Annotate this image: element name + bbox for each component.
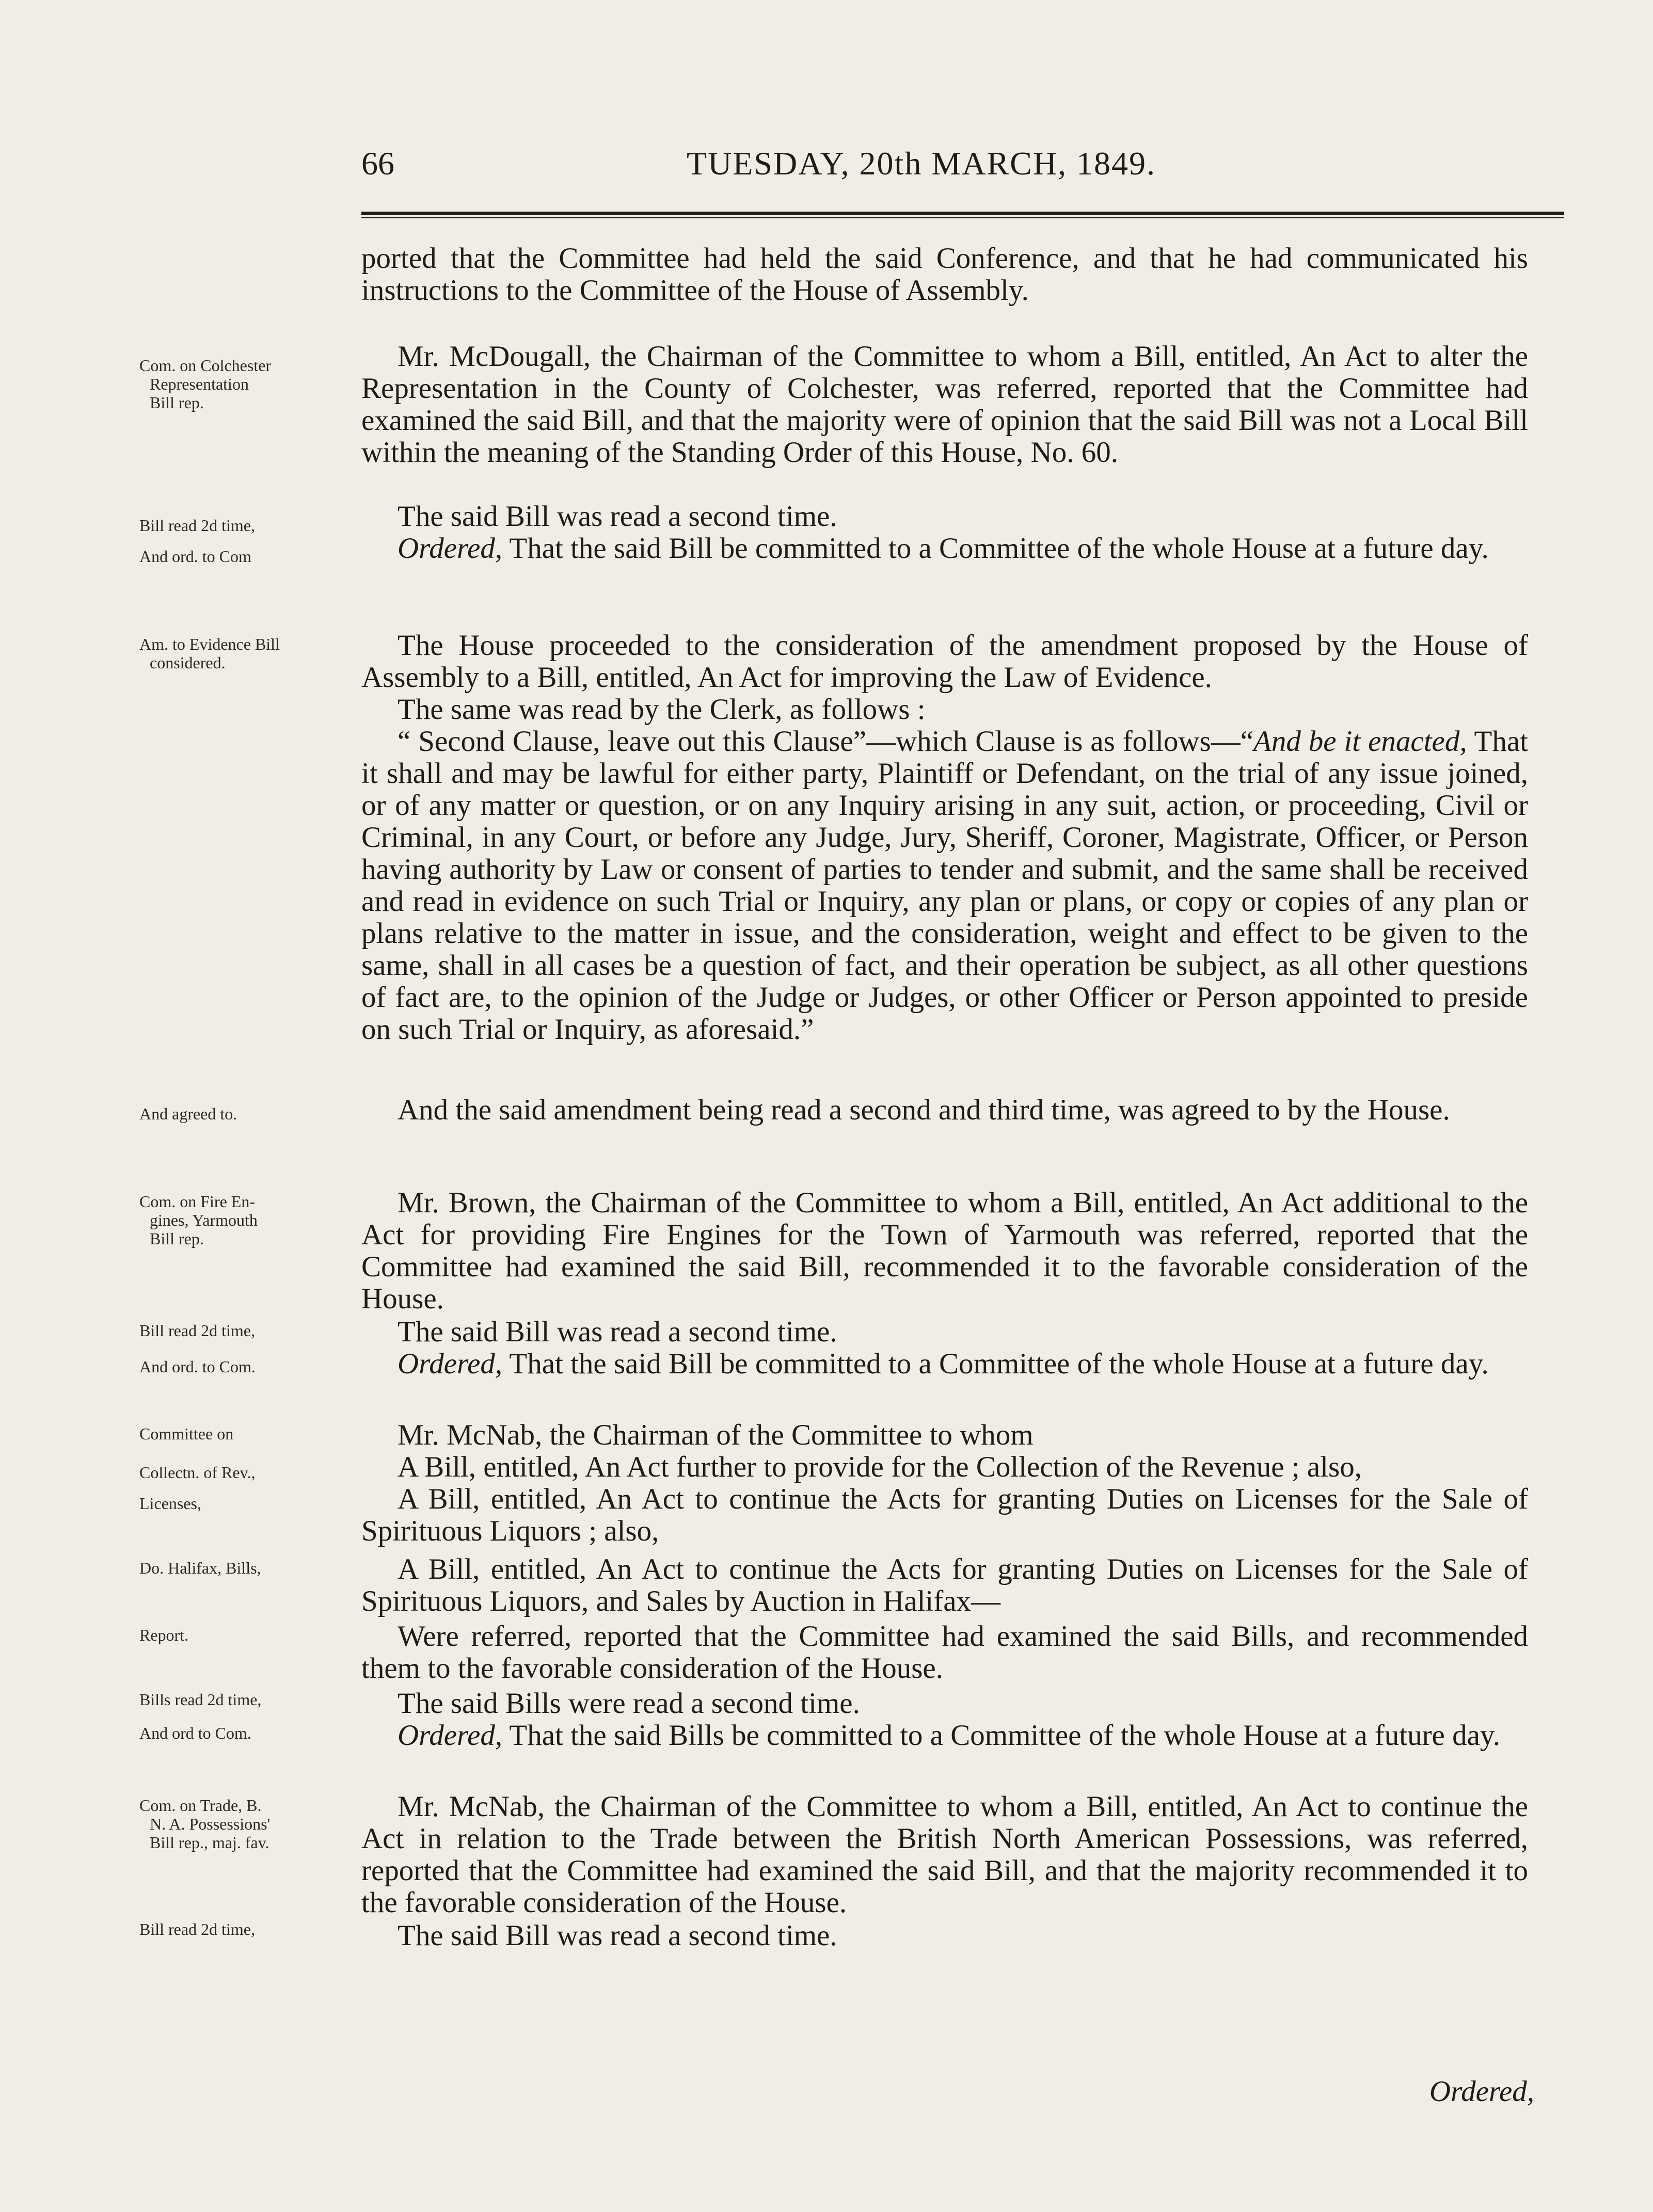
margin-note: Bill read 2d time,: [139, 1321, 255, 1340]
margin-note: And ord. to Com.: [139, 1357, 256, 1376]
paragraph: A Bill, entitled, An Act to continue the Acts for granting Duties on Licenses for the Sale of Spirituous Liquors ; also,: [361, 1483, 1528, 1547]
paragraph: The said Bills were read a second time.: [398, 1687, 860, 1720]
paragraph: Mr. McNab, the Chairman of the Committee to whom a Bill, entitled, An Act to continue the Act in relation to the Trade between the British North American Possessions, was referred, reported that the Committee had examined the said Bill, and that the majority recommended it to the favorable consideration of the House.: [361, 1790, 1528, 1919]
paragraph: The said Bill was read a second time.: [398, 500, 837, 533]
paragraph: Mr. McNab, the Chairman of the Committee to whom: [398, 1419, 1034, 1451]
margin-note: And ord to Com.: [139, 1724, 251, 1742]
paragraph: And the said amendment being read a second and third time, was agreed to by the House.: [398, 1094, 1450, 1126]
margin-note: Am. to Evidence Bill considered.: [139, 635, 280, 672]
header-rule: [361, 212, 1564, 218]
paragraph: Were referred, reported that the Committee had examined the said Bills, and recommended them to the favorable consideration of the House.: [361, 1620, 1528, 1685]
margin-note: Com. on Fire En- gines, Yarmouth Bill rep.: [139, 1192, 258, 1248]
paragraph: The House proceeded to the consideration of the amendment proposed by the House of Assembly to a Bill, entitled, An Act for improving the Law of Evidence.: [361, 629, 1528, 694]
margin-note: Committee on: [139, 1424, 234, 1443]
paragraph: The said Bill was read a second time.: [398, 1316, 837, 1348]
paragraph: Ordered, That the said Bill be committed to a Committee of the whole House at a future day.: [398, 1348, 1489, 1380]
page-number: 66: [361, 145, 394, 182]
paragraph: The same was read by the Clerk, as follows :: [398, 693, 926, 726]
paragraph: Ordered, That the said Bill be committed to a Committee of the whole House at a future day.: [398, 532, 1489, 565]
margin-note: And agreed to.: [139, 1104, 237, 1123]
margin-note: Collectn. of Rev.,: [139, 1463, 256, 1482]
paragraph: Mr. Brown, the Chairman of the Committee to whom a Bill, entitled, An Act additional to the Act for providing Fire Engines for the Town of Yarmouth was referred, reported that the Committee had examined the said Bill, recommended it to the favorable consideration of the House.: [361, 1187, 1528, 1315]
catchword: Ordered,: [1429, 2075, 1534, 2108]
paragraph: A Bill, entitled, An Act further to provide for the Collection of the Revenue ; also,: [398, 1451, 1362, 1483]
paragraph: ported that the Committee had held the said Conference, and that he had communicated his instructions to the Committee of the House of Assembly.: [361, 242, 1528, 307]
margin-note: Bill read 2d time,: [139, 516, 255, 535]
page-header: [361, 145, 1564, 201]
paragraph: The said Bill was read a second time.: [398, 1919, 837, 1952]
paragraph: Mr. McDougall, the Chairman of the Committee to whom a Bill, entitled, An Act to alter the Representation in the County of Colchester, was referred, reported that the Committee had examined the said Bill, and that the majority were of opinion that the said Bill was not a Local Bill within the meaning of the Standing Order of this House, No. 60.: [361, 340, 1528, 469]
paragraph: “ Second Clause, leave out this Clause”—which Clause is as follows—“And be it enacted, That it shall and may be lawful for either party, Plaintiff or Defendant, on the trial of any issue joined, or of any matter or question, or on any Inquiry arising in any suit, action, or proceeding, Civil or Criminal, in any Court, or before any Judge, Jury, Sheriff, Coroner, Magistrate, Officer, or Person having authority by Law or consent of parties to tender and submit, and the same shall be received and read in evidence on such Trial or Inquiry, any plan or plans, or copy or copies of any plan or plans relative to the matter in issue, and the consideration, weight and effect to be given to the same, shall in all cases be a question of fact, and their operation be subject, as all other questions of fact are, to the opinion of the Judge or Judges, or other Officer or Person appointed to preside on such Trial or Inquiry, as aforesaid.”: [361, 725, 1528, 1046]
margin-note: Licenses,: [139, 1494, 201, 1513]
margin-note: Bill read 2d time,: [139, 1920, 255, 1938]
margin-note: Do. Halifax, Bills,: [139, 1559, 261, 1577]
paragraph: A Bill, entitled, An Act to continue the Acts for granting Duties on Licenses for the Sale of Spirituous Liquors, and Sales by Auction in Halifax—: [361, 1553, 1528, 1617]
margin-note: Bills read 2d time,: [139, 1690, 262, 1709]
margin-note: And ord. to Com: [139, 547, 251, 566]
margin-note: Com. on Colchester Representation Bill rep.: [139, 356, 272, 412]
margin-note: Report.: [139, 1626, 189, 1644]
date-title: TUESDAY, 20th MARCH, 1849.: [687, 145, 1156, 182]
paragraph: Ordered, That the said Bills be committed to a Committee of the whole House at a future day.: [398, 1719, 1500, 1752]
margin-note: Com. on Trade, B. N. A. Possessions' Bill rep., maj. fav.: [139, 1796, 271, 1852]
